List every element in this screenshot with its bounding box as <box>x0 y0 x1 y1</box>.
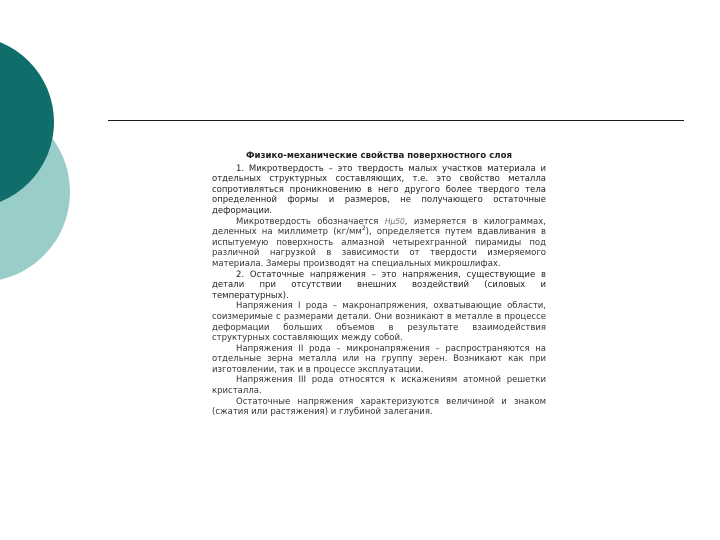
document-title: Физико-механические свойства поверхностного слоя <box>245 151 513 161</box>
paragraph-stress-type-1: Напряжения I рода – макронапряжения, охватывающие области, соизмеримые с размерами детали. Они возникают в металле в процессе деформации больших объемов в результате взаимодействия структурных составляющих между собой. <box>212 301 546 344</box>
paragraph-stress-type-2: Напряжения II рода – микронапряжения – распространяются на отдельные зерна металла или на группу зерен. Возникают как при изготовлении, так и в процессе эксплуатации. <box>212 343 546 375</box>
paragraph-microhardness: 1. Микротвердость – это твердость малых участков материала и отдельных структурных составляющих, т.е. это свойство металла сопротивляться проникновению в него другого более твердого тела определенной формы и размеров, не получающего остаточные деформации. <box>212 163 546 216</box>
paragraph-stress-type-3: Напряжения III рода относятся к искажениям атомной решетки кристалла. <box>212 375 546 397</box>
superscript-two: 2 <box>361 225 366 233</box>
paragraph-residual-stress: 2. Остаточные напряжения – это напряжения, существующие в детали при отсутствии внешних воздействий (силовых и температурных). <box>212 269 546 301</box>
paragraph-stress-characteristics: Остаточные напряжения характеризуются величиной и знаком (сжатия или растяжения) и глубиной залегания. <box>212 396 546 418</box>
header-rule <box>108 120 684 121</box>
paragraph-text: ), определяется путем вдавливания в испытуемую поверхность алмазной четырехгранной пирамиды под различной нагрузкой в зависимости от твердости измеряемого материала. Замеры производят на специальных микрошлифах. <box>212 227 546 269</box>
document-body <box>212 151 546 418</box>
paragraph-microhardness-notation <box>212 217 546 270</box>
microhardness-symbol: Hμ50 <box>384 216 405 226</box>
paragraph-text: Микротвердость обозначается <box>236 216 385 227</box>
paragraph-text: , измеряется в килограммах, деленных на миллиметр (кг/мм <box>212 216 547 238</box>
